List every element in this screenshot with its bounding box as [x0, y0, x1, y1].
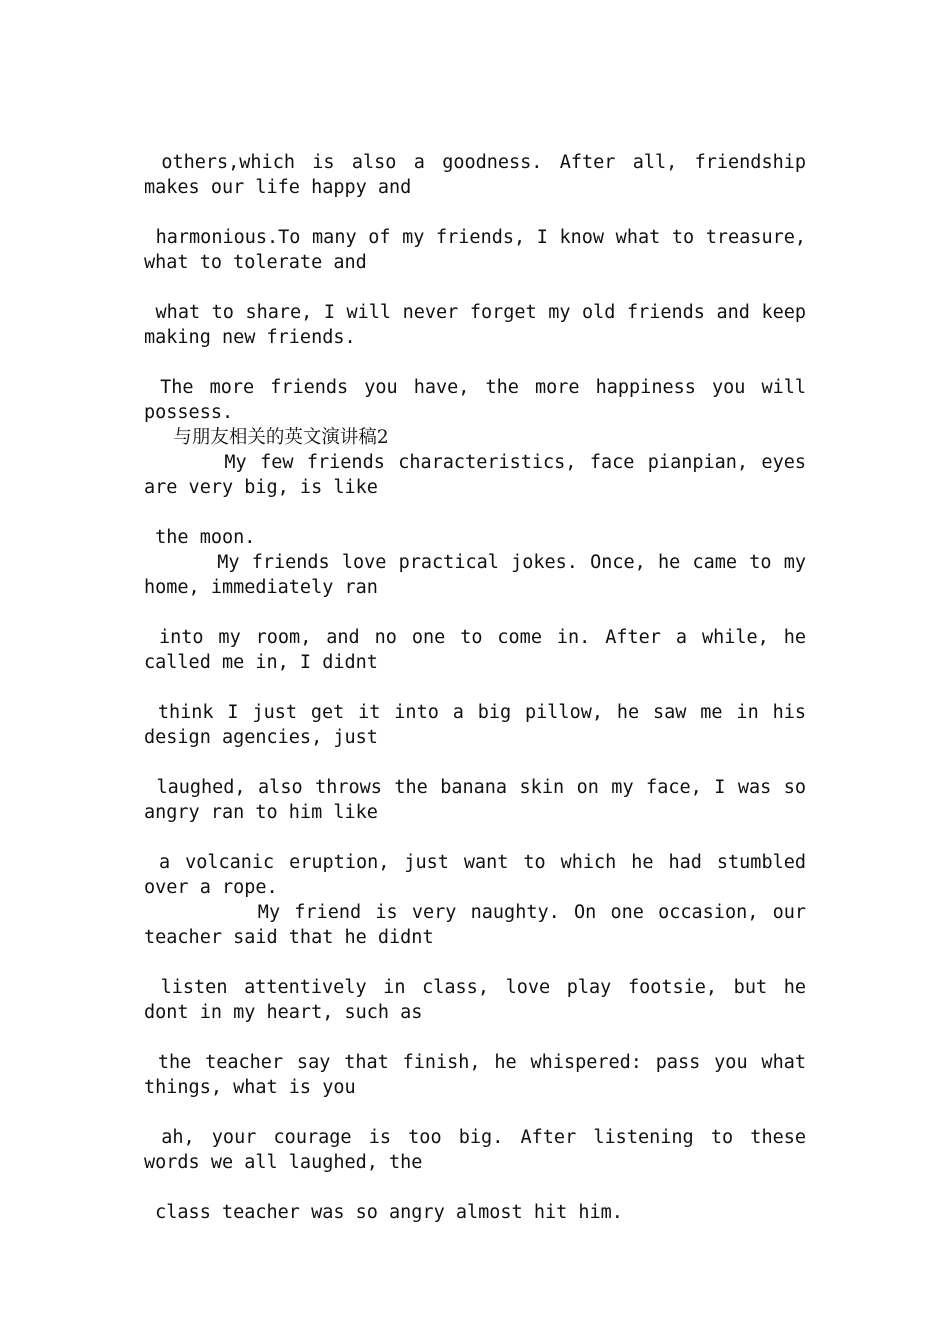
text-line: design agencies, just — [144, 727, 378, 748]
line-gap — [144, 600, 806, 625]
text-line: the teacher say that finish, he whispered: pass you what — [144, 1052, 806, 1073]
text-line: home, immediately ran — [144, 577, 378, 598]
text-line: things, what is you — [144, 1077, 356, 1098]
line-gap — [144, 1025, 806, 1050]
text-line: angry ran to him like — [144, 802, 378, 823]
line-gap — [144, 350, 806, 375]
line-gap — [144, 950, 806, 975]
text-line: possess. — [144, 402, 234, 423]
text-line: what to share, I will never forget my old friends and keep — [144, 302, 806, 323]
text-line: making new friends. — [144, 327, 356, 348]
text-line: teacher said that he didnt — [144, 927, 434, 948]
line-gap — [144, 675, 806, 700]
section-heading: 与朋友相关的英文演讲稿2 — [144, 427, 389, 448]
text-line: My friend is very naughty. On one occasion, our — [144, 902, 806, 923]
line-gap — [144, 1175, 806, 1200]
text-line: think I just get it into a big pillow, he saw me in his — [144, 702, 806, 723]
text-line: words we all laughed, the — [144, 1152, 423, 1173]
text-line: My few friends characteristics, face pianpian, eyes — [144, 452, 806, 473]
line-gap — [144, 1100, 806, 1125]
text-line: My friends love practical jokes. Once, he came to my — [144, 552, 806, 573]
text-line: are very big, is like — [144, 477, 378, 498]
text-line: The more friends you have, the more happiness you will — [144, 377, 806, 398]
text-line: others,which is also a goodness. After all, friendship — [144, 152, 806, 173]
line-gap — [144, 750, 806, 775]
text-line: over a rope. — [144, 877, 278, 898]
text-line: listen attentively in class, love play footsie, but he — [144, 977, 806, 998]
line-gap — [144, 275, 806, 300]
text-line: into my room, and no one to come in. After a while, he — [144, 627, 806, 648]
text-line: makes our life happy and — [144, 177, 412, 198]
text-line: class teacher was so angry almost hit him. — [144, 1202, 623, 1223]
text-line: the moon. — [144, 527, 256, 548]
speech-text — [144, 150, 806, 1225]
text-line: called me in, I didnt — [144, 652, 378, 673]
line-gap — [144, 500, 806, 525]
line-gap — [144, 825, 806, 850]
text-line: what to tolerate and — [144, 252, 367, 273]
text-line: a volcanic eruption, just want to which he had stumbled — [144, 852, 806, 873]
text-line: dont in my heart, such as — [144, 1002, 423, 1023]
text-line: ah, your courage is too big. After listening to these — [144, 1127, 806, 1148]
line-gap — [144, 200, 806, 225]
text-line: laughed, also throws the banana skin on my face, I was so — [144, 777, 806, 798]
text-line: harmonious.To many of my friends, I know what to treasure, — [144, 227, 806, 248]
